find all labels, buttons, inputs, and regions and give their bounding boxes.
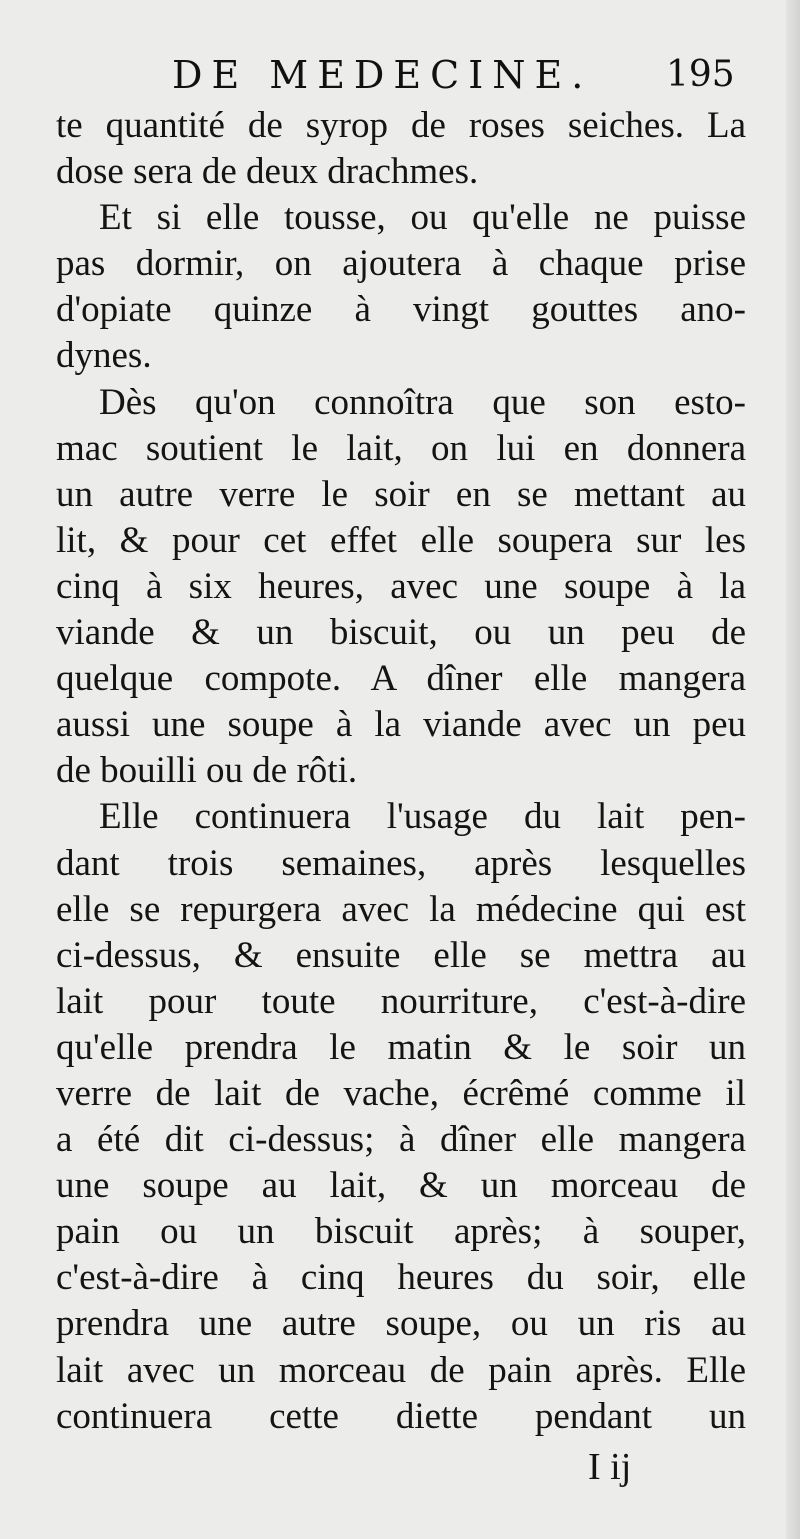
text-line: c'est-à-dire à cinq heures du soir, elle xyxy=(56,1257,746,1299)
text-line: lait pour toute nourriture, c'est-à-dire xyxy=(56,980,746,1022)
text-line: ci-dessus, & ensuite elle se mettra au xyxy=(56,934,746,976)
text-line: dynes. xyxy=(56,335,152,377)
text-line: qu'elle prendra le matin & le soir un xyxy=(56,1026,746,1068)
text-line: Elle continuera l'usage du lait pen- xyxy=(99,796,746,838)
signature-mark: I ij xyxy=(588,1446,632,1488)
text-line: Et si elle tousse, ou qu'elle ne puisse xyxy=(99,197,746,239)
text-line: verre de lait de vache, écrêmé comme il xyxy=(56,1072,746,1114)
running-head: DE MEDECINE. xyxy=(172,53,593,97)
page-header xyxy=(0,50,800,100)
text-line: lit, & pour cet effet elle soupera sur les xyxy=(56,519,746,561)
text-line: mac soutient le lait, on lui en donnera xyxy=(56,427,746,469)
body-text xyxy=(56,103,746,1440)
text-line: lait avec un morceau de pain après. Elle xyxy=(56,1349,746,1391)
text-line: Dès qu'on connoîtra que son esto- xyxy=(99,381,746,423)
text-line: une soupe au lait, & un morceau de xyxy=(56,1165,746,1207)
text-line: un autre verre le soir en se mettant au xyxy=(56,473,746,515)
text-line: dose sera de deux drachmes. xyxy=(56,151,479,193)
text-line: dant trois semaines, après lesquelles xyxy=(56,842,746,884)
text-line: pas dormir, on ajoutera à chaque prise xyxy=(56,243,746,285)
text-line: a été dit ci-dessus; à dîner elle mangera xyxy=(56,1119,746,1161)
text-line: elle se repurgera avec la médecine qui est xyxy=(56,888,746,930)
text-line: d'opiate quinze à vingt gouttes ano- xyxy=(56,289,746,331)
text-line: quelque compote. A dîner elle mangera xyxy=(56,658,746,700)
page-edge-shadow xyxy=(786,0,800,1539)
page-number: 195 xyxy=(666,54,735,95)
text-line: te quantité de syrop de roses seiches. La xyxy=(56,105,746,146)
text-line: pain ou un biscuit après; à souper, xyxy=(56,1211,746,1253)
text-line: viande & un biscuit, ou un peu de xyxy=(56,612,746,654)
text-line: aussi une soupe à la viande avec un peu xyxy=(56,704,746,746)
text-line: cinq à six heures, avec une soupe à la xyxy=(56,565,746,607)
text-line: de bouilli ou de rôti. xyxy=(56,750,358,792)
text-line: continuera cette diette pendant un xyxy=(56,1395,746,1437)
text-line: prendra une autre soupe, ou un ris au xyxy=(56,1303,746,1345)
